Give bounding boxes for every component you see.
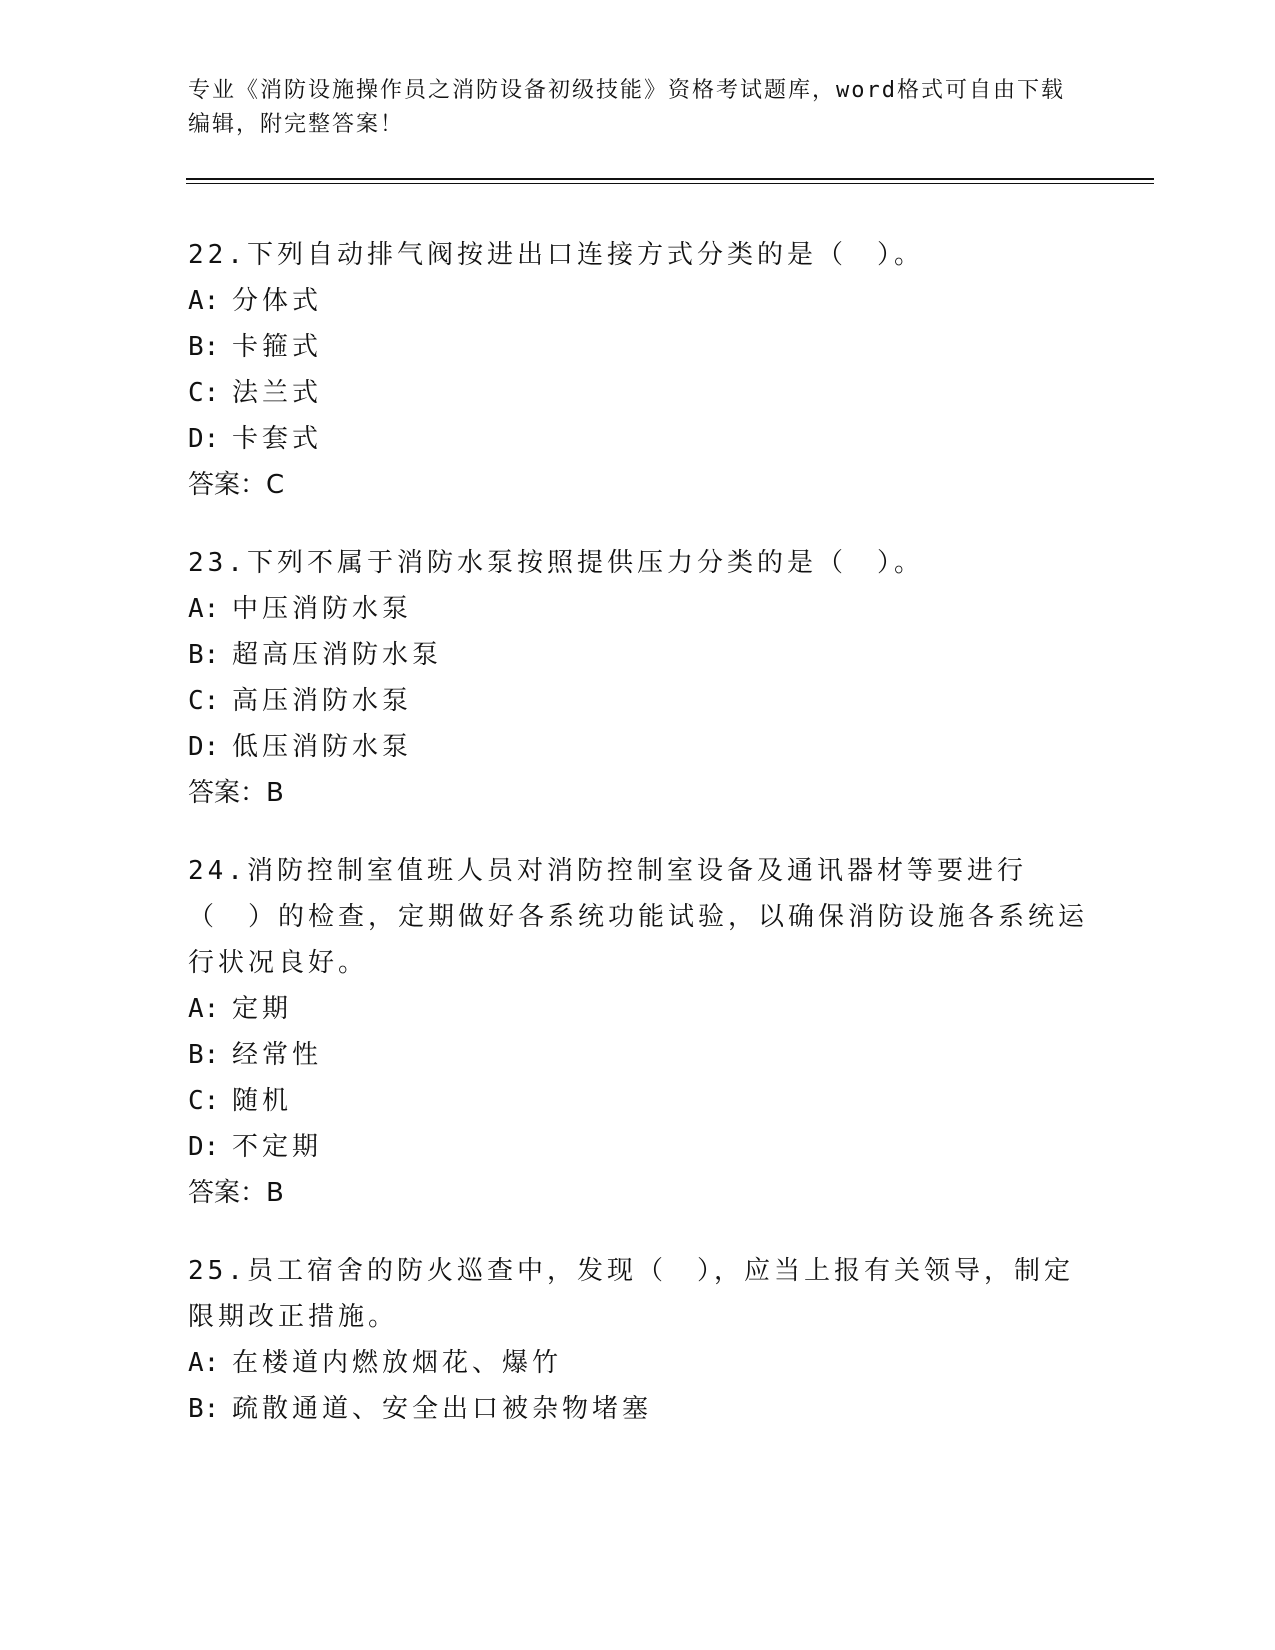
option-b xyxy=(188,1386,1088,1432)
option-b xyxy=(188,1032,1088,1078)
option-a xyxy=(188,986,1088,1032)
option-key: A: xyxy=(188,994,220,1024)
question-stem: 23.下列不属于消防水泵按照提供压力分类的是（ ）。 xyxy=(188,548,924,578)
option-c xyxy=(188,678,1088,724)
option-text: 定期 xyxy=(232,994,293,1024)
option-text: 卡套式 xyxy=(232,424,323,454)
question-22 xyxy=(188,232,1088,508)
option-key: A: xyxy=(188,286,220,316)
option-key: C: xyxy=(188,686,220,716)
option-a xyxy=(188,586,1088,632)
header-rule-thick xyxy=(186,178,1154,180)
option-c xyxy=(188,370,1088,416)
option-key: D: xyxy=(188,732,220,762)
option-text: 超高压消防水泵 xyxy=(232,640,443,670)
header-rule-thin xyxy=(186,183,1154,184)
option-key: C: xyxy=(188,1086,220,1116)
question-23 xyxy=(188,540,1088,816)
option-text: 随机 xyxy=(232,1086,293,1116)
option-a xyxy=(188,278,1088,324)
question-stem: 25.员工宿舍的防火巡查中，发现（ ），应当上报有关领导，制定限期改正措施。 xyxy=(188,1256,1074,1332)
option-text: 在楼道内燃放烟花、爆竹 xyxy=(232,1348,563,1378)
option-key: D: xyxy=(188,1132,220,1162)
option-key: B: xyxy=(188,1040,220,1070)
option-text: 不定期 xyxy=(232,1132,323,1162)
option-a xyxy=(188,1340,1088,1386)
answer: 答案：C xyxy=(188,470,285,500)
option-text: 高压消防水泵 xyxy=(232,686,413,716)
option-text: 经常性 xyxy=(232,1040,323,1070)
question-stem: 22.下列自动排气阀按进出口连接方式分类的是（ ）。 xyxy=(188,240,924,270)
option-text: 卡箍式 xyxy=(232,332,323,362)
option-key: A: xyxy=(188,1348,220,1378)
option-text: 疏散通道、安全出口被杂物堵塞 xyxy=(232,1394,653,1424)
option-b xyxy=(188,324,1088,370)
option-key: B: xyxy=(188,332,220,362)
option-key: B: xyxy=(188,1394,220,1424)
question-stem: 24.消防控制室值班人员对消防控制室设备及通讯器材等要进行（ ）的检查，定期做好各系统功能试验，以确保消防设施各系统运行状况良好。 xyxy=(188,856,1089,978)
document-header: 专业《消防设施操作员之消防设备初级技能》资格考试题库，word格式可自由下载编辑，附完整答案！ xyxy=(188,78,1065,137)
answer: 答案：B xyxy=(188,778,284,808)
option-key: C: xyxy=(188,378,220,408)
option-text: 法兰式 xyxy=(232,378,323,408)
option-key: D: xyxy=(188,424,220,454)
option-text: 低压消防水泵 xyxy=(232,732,413,762)
option-c xyxy=(188,1078,1088,1124)
option-text: 中压消防水泵 xyxy=(232,594,413,624)
option-d xyxy=(188,416,1088,462)
question-25 xyxy=(188,1248,1088,1432)
option-key: B: xyxy=(188,640,220,670)
option-text: 分体式 xyxy=(232,286,323,316)
option-b xyxy=(188,632,1088,678)
question-list xyxy=(188,232,1088,1464)
option-d xyxy=(188,724,1088,770)
option-d xyxy=(188,1124,1088,1170)
answer: 答案：B xyxy=(188,1178,284,1208)
option-key: A: xyxy=(188,594,220,624)
question-24 xyxy=(188,848,1088,1216)
